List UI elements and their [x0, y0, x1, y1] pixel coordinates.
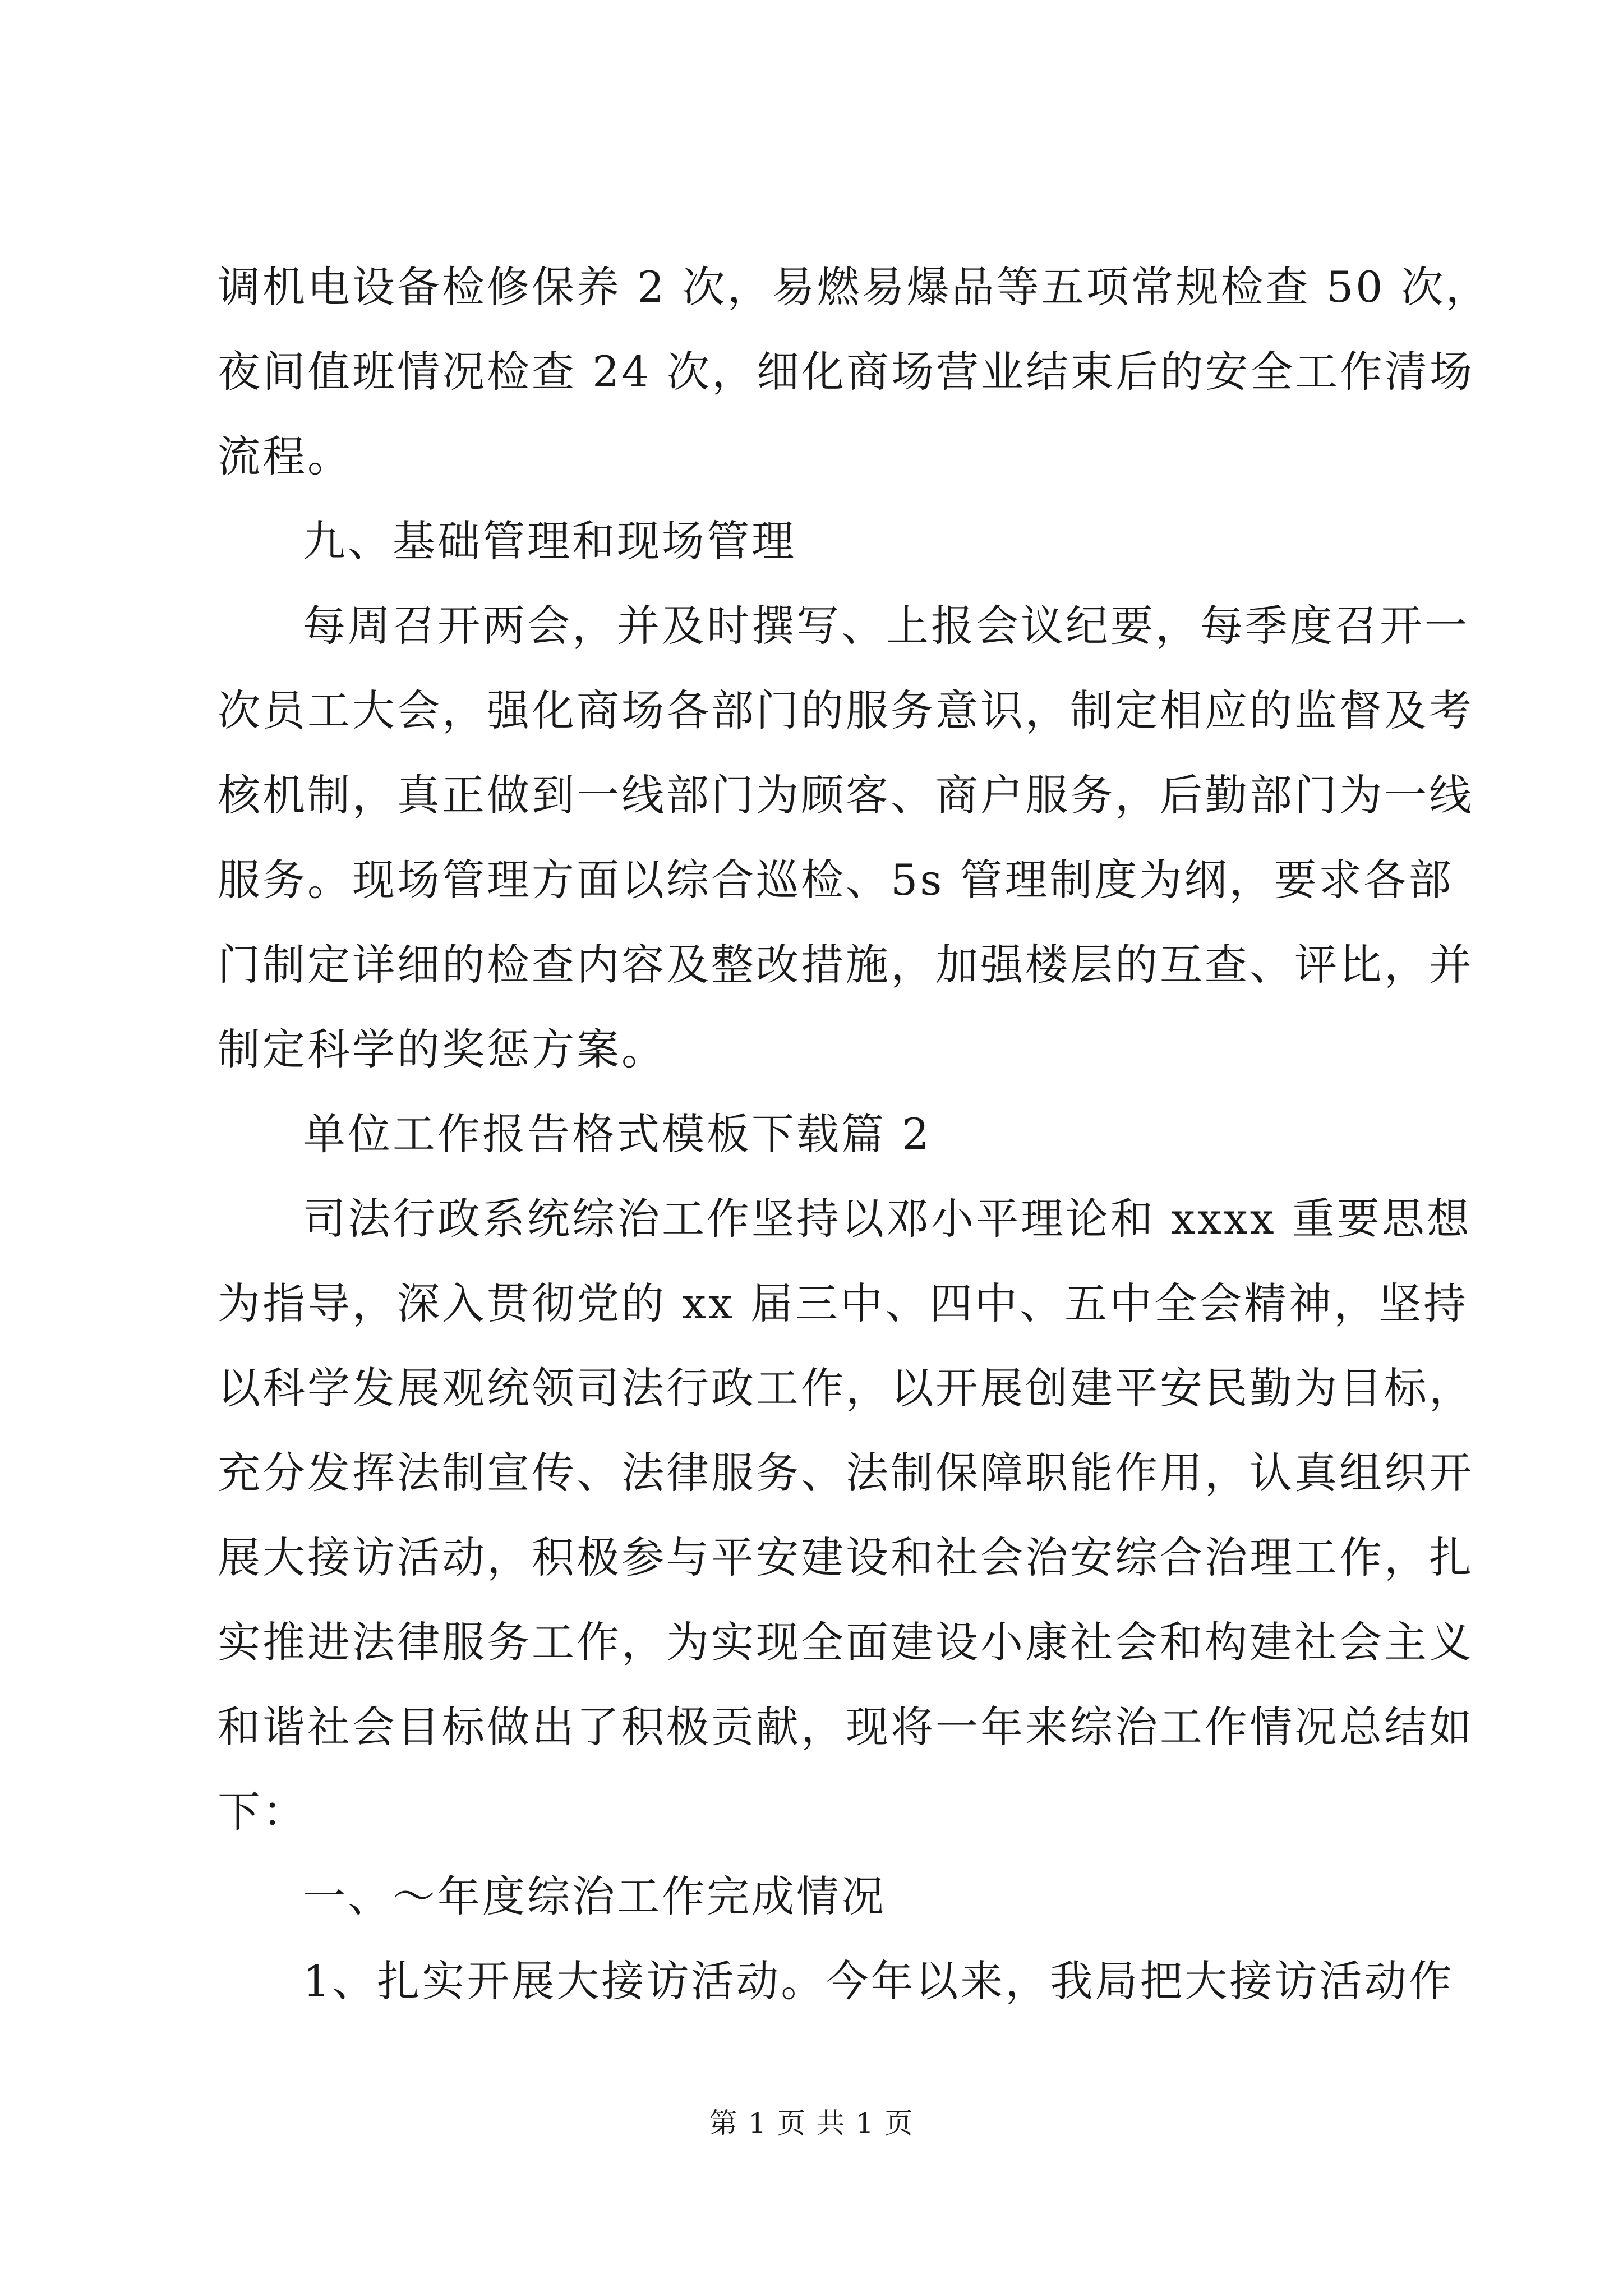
paragraph-line: 1、扎实开展大接访活动。今年以来，我局把大接访活动作	[303, 1956, 1454, 2006]
page-footer: 第 1 页 共 1 页	[709, 2107, 914, 2139]
paragraph-line: 服务。现场管理方面以综合巡检、5s 管理制度为纲，要求各部	[218, 855, 1454, 905]
paragraph-line: 充分发挥法制宣传、法律服务、法制保障职能作用，认真组织开	[218, 1448, 1474, 1498]
paragraph-line: 流程。	[218, 431, 352, 481]
paragraph-line: 夜间值班情况检查 24 次，细化商场营业结束后的安全工作清场	[218, 347, 1475, 397]
paragraph-line: 每周召开两会，并及时撰写、上报会议纪要，每季度召开一	[303, 601, 1469, 651]
paragraph-line: 司法行政系统综治工作坚持以邓小平理论和 xxxx 重要思想	[303, 1194, 1472, 1244]
paragraph-line: 核机制，真正做到一线部门为顾客、商户服务，后勤部门为一线	[218, 770, 1474, 820]
paragraph-line: 调机电设备检修保养 2 次，易燃易爆品等五项常规检查 50 次，	[218, 262, 1491, 312]
paragraph-line: 展大接访活动，积极参与平安建设和社会治安综合治理工作，扎	[218, 1533, 1474, 1582]
article-title: 单位工作报告格式模板下载篇 2	[303, 1109, 932, 1159]
paragraph-line: 以科学发展观统领司法行政工作，以开展创建平安民勤为目标，	[218, 1363, 1474, 1413]
paragraph-line: 次员工大会，强化商场各部门的服务意识，制定相应的监督及考	[218, 685, 1474, 735]
section-heading: 一、～年度综治工作完成情况	[303, 1871, 886, 1921]
paragraph-line: 实推进法律服务工作，为实现全面建设小康社会和构建社会主义	[218, 1617, 1474, 1667]
paragraph-line: 为指导，深入贯彻党的 xx 届三中、四中、五中全会精神，坚持	[218, 1278, 1469, 1328]
paragraph-line: 下：	[218, 1787, 307, 1837]
section-heading: 九、基础管理和现场管理	[303, 516, 796, 566]
paragraph-line: 门制定详细的检查内容及整改措施，加强楼层的互查、评比，并	[218, 940, 1474, 990]
paragraph-line: 制定科学的奖惩方案。	[218, 1024, 666, 1074]
paragraph-line: 和谐社会目标做出了积极贡献，现将一年来综治工作情况总结如	[218, 1702, 1474, 1752]
